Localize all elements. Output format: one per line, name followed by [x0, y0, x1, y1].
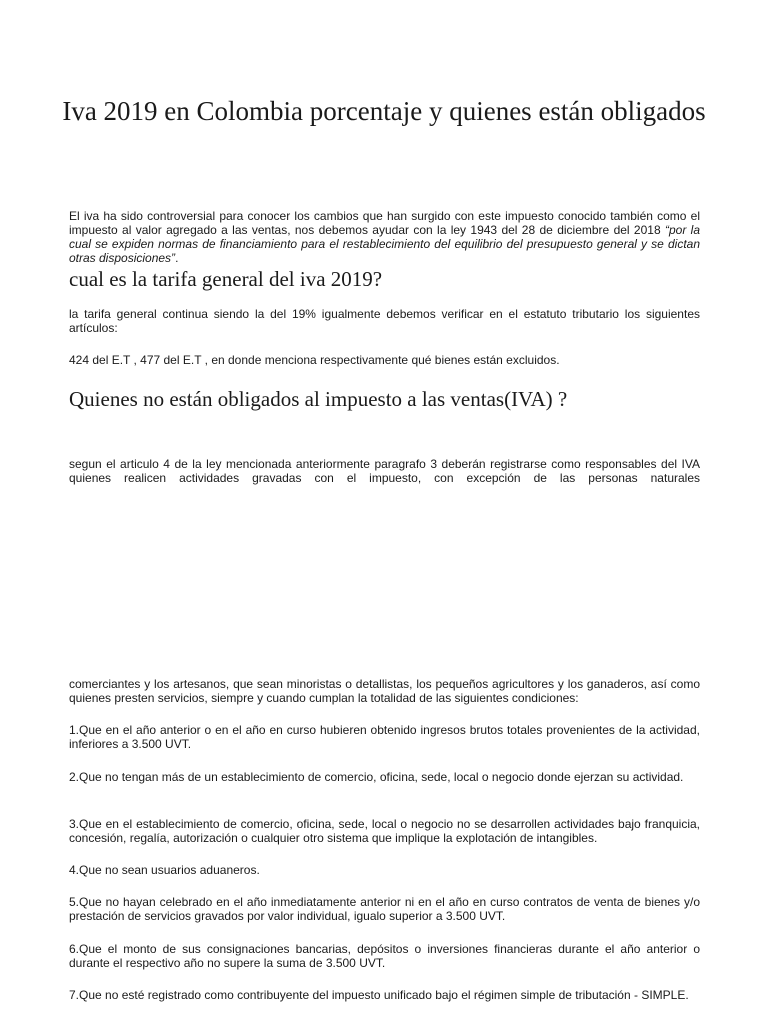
page-title: Iva 2019 en Colombia porcentaje y quienes están obligados — [62, 96, 706, 126]
condition-item: 7.Que no esté registrado como contribuyente del impuesto unificado bajo el régimen simple de tributación - SIMPLE. — [69, 988, 689, 1002]
tarifa-paragraph: la tarifa general continua siendo la del 19% igualmente debemos verificar en el estatuto tributario los siguientes artículos: — [69, 307, 700, 335]
condition-item: 1.Que en el año anterior o en el año en curso hubieren obtenido ingresos brutos totales provenientes de la actividad, inferiores a 3.500 UVT. — [69, 723, 700, 751]
condition-item: 6.Que el monto de sus consignaciones bancarias, depósitos o inversiones financieras durante el año anterior o durante el respectivo año no supere la suma de 3.500 UVT. — [69, 942, 700, 970]
articulos-paragraph: 424 del E.T , 477 del E.T , en donde menciona respectivamente qué bienes están excluidos. — [69, 353, 560, 367]
intro-quote: “por la cual se expiden normas de financiamiento para el restablecimiento del equilibrio del presupuesto general y se dictan otras disposiciones” — [69, 223, 701, 265]
condition-item: 2.Que no tengan más de un establecimiento de comercio, oficina, sede, local o negocio donde ejerzan su actividad. — [69, 770, 684, 784]
section-heading-obligados: Quienes no están obligados al impuesto a las ventas(IVA) ? — [69, 387, 568, 411]
condition-item: 4.Que no sean usuarios aduaneros. — [69, 863, 260, 877]
intro-paragraph — [69, 209, 700, 265]
condiciones-intro-paragraph: comerciantes y los artesanos, que sean minoristas o detallistas, los pequeños agricultores y los ganaderos, así como quienes presten servicios, siempre y cuando cumplan la totalidad de las siguientes condiciones: — [69, 677, 700, 705]
section-heading-tarifa: cual es la tarifa general del iva 2019? — [69, 267, 383, 291]
obligados-paragraph: segun el articulo 4 de la ley mencionada anteriormente paragrafo 3 deberán registrarse como responsables del IVA quienes realicen actividades gravadas con el impuesto, con excepción de las personas naturales — [69, 457, 700, 485]
condition-item: 5.Que no hayan celebrado en el año inmediatamente anterior ni en el año en curso contratos de venta de bienes y/o prestación de servicios gravados por valor individual, igualo superior a 3.500 UVT. — [69, 895, 700, 923]
condition-item: 3.Que en el establecimiento de comercio, oficina, sede, local o negocio no se desarrollen actividades bajo franquicia, concesión, regalía, autorización o cualquier otro sistema que implique la explotación de intangibles. — [69, 817, 700, 845]
intro-text: El iva ha sido controversial para conocer los cambios que han surgido con este impuesto conocido también como el impuesto al valor agregado a las ventas, nos debemos ayudar con la ley 1943 del 28 de diciembre del 2018 — [69, 209, 700, 237]
intro-end: . — [175, 251, 179, 265]
